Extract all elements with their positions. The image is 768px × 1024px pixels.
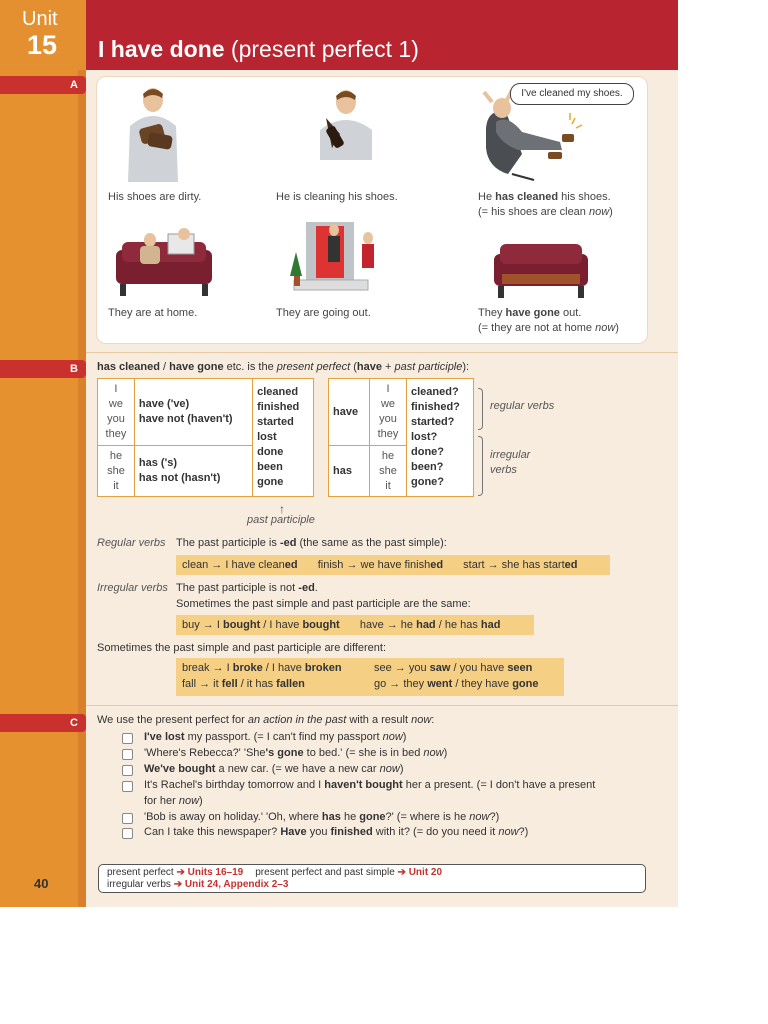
intro-italic: present perfect (276, 361, 351, 373)
reference-link-unit-20[interactable]: ➔ Unit 20 (397, 867, 443, 878)
list-item (122, 778, 595, 794)
title-bold: I have done (98, 36, 225, 62)
item-text: ?' (= where is he (385, 810, 470, 823)
item-text: ?) (518, 826, 529, 839)
example-text: / you have (450, 662, 508, 674)
list-item (122, 825, 595, 841)
item-bold: I've lost (144, 731, 185, 743)
participle: done (257, 446, 284, 458)
rule-text: (the same as the past simple): (296, 537, 447, 549)
intro-text: ): (462, 361, 470, 373)
item-text: a new car. (= we have a new car (215, 762, 380, 775)
participle: started (257, 416, 294, 428)
past-participle-label: past participle (247, 514, 315, 526)
caption-shoes-dirty: His shoes are dirty. (108, 191, 202, 203)
participle: cleaned (257, 386, 299, 398)
auxiliary-form: has ('s) (138, 457, 177, 469)
example-text: finish → we have finish (317, 559, 431, 571)
pronoun: we (108, 398, 123, 410)
auxiliary-cell: has (329, 446, 370, 497)
example-bold: bought (302, 619, 340, 631)
example-line (374, 661, 532, 676)
intro-bold: have (356, 361, 382, 373)
item-text: he (340, 810, 360, 823)
item-italic: now (379, 762, 400, 775)
section-divider (86, 705, 678, 706)
participle-cell (407, 379, 474, 497)
example-text: / it has (237, 678, 277, 690)
participle: started? (411, 416, 455, 428)
pronoun: they (105, 428, 127, 440)
example-bold: broke (232, 662, 263, 674)
reference-line (107, 867, 637, 879)
intro-text: : (431, 714, 435, 726)
example-list (122, 730, 595, 841)
caption-bold: have gone (505, 307, 560, 319)
sidebar (0, 0, 86, 907)
participle: done? (411, 446, 444, 458)
example-bold: ed (430, 559, 444, 571)
caption-text: He (478, 191, 496, 203)
list-item (122, 762, 595, 778)
speech-bubble: I've cleaned my shoes. (510, 83, 634, 105)
irregular-same-examples-band (176, 615, 534, 635)
example-line (182, 677, 305, 692)
example-text: see → you (374, 662, 430, 674)
rule-text: The past participle is not (176, 582, 299, 594)
page-title (98, 36, 419, 63)
intro-text: ( (350, 361, 357, 373)
checkbox-icon (122, 828, 133, 839)
couple-going-out-door-illustration (286, 216, 386, 300)
list-item-continuation (122, 794, 595, 810)
pronoun: I (386, 383, 390, 395)
caption-text: ) (615, 322, 619, 334)
intro-italic: past participle (394, 361, 463, 373)
example-text: / I have (262, 662, 305, 674)
section-c-intro (97, 714, 434, 726)
item-bold: We've bought (144, 762, 216, 775)
reference-line (107, 879, 637, 891)
example-bold: broken (304, 662, 342, 674)
checkbox-icon (122, 813, 133, 824)
caption-text: They (478, 307, 506, 319)
item-bold: has (321, 810, 341, 823)
auxiliary-cell (134, 379, 252, 446)
auxiliary-cell: have (329, 379, 370, 446)
section-divider (86, 352, 678, 353)
irregular-different-examples-band (176, 658, 564, 696)
arrow-up-icon: ↑ (279, 502, 285, 516)
section-tab-c: C (0, 714, 86, 732)
pronoun: he (381, 449, 395, 462)
example-bold: seen (507, 662, 533, 674)
item-italic: now (382, 731, 403, 743)
man-cleaning-shoes-illustration (302, 88, 382, 182)
pronoun-cell (98, 379, 135, 446)
item-text: 'Bob is away on holiday.' 'Oh, where (144, 810, 322, 823)
intro-text: + (381, 361, 395, 373)
checkbox-icon (122, 781, 133, 792)
item-bold: gone (359, 810, 386, 823)
item-bold: Have (280, 826, 307, 839)
item-bold: finished (330, 826, 373, 839)
checkbox-icon (122, 749, 133, 760)
reference-text: irregular verbs (107, 879, 174, 890)
item-text: Can I take this newspaper? (144, 826, 281, 839)
item-text: ) (199, 794, 203, 807)
pronoun: they (377, 428, 399, 440)
example-text: / I have (260, 619, 303, 631)
example-line (374, 677, 538, 692)
pronoun: it (385, 479, 391, 492)
page-number: 40 (34, 876, 49, 891)
example-text: have → he (359, 619, 417, 631)
example-bold: had (480, 619, 501, 631)
brace-icon (478, 436, 483, 496)
item-text: with it? (= do you need it (372, 826, 499, 839)
caption-have-gone (478, 306, 619, 336)
rule-text: The past participle is (176, 537, 280, 549)
pronoun: you (107, 413, 125, 425)
pronoun: you (379, 413, 397, 425)
unit-label: Unit (22, 8, 58, 30)
item-text: to bed.' (= she is in bed (303, 746, 424, 759)
checkbox-icon (122, 765, 133, 776)
section-b-intro (97, 361, 469, 373)
intro-text: etc. is the (223, 361, 277, 373)
sidebar-edge (78, 0, 86, 907)
list-item (122, 746, 595, 762)
pronoun: I (114, 383, 118, 395)
example-bold: went (427, 678, 453, 690)
reference-text: present perfect and past simple (255, 867, 398, 878)
section-tab-a: A (0, 76, 86, 94)
regular-examples-band (176, 555, 610, 575)
caption-cleaning-shoes: He is cleaning his shoes. (276, 191, 398, 203)
reference-text: present perfect (107, 867, 177, 878)
item-italic: now (469, 810, 490, 823)
irregular-verbs-rule (176, 582, 318, 594)
auxiliary-form: have ('ve) (138, 398, 190, 410)
example-bold: fallen (276, 678, 305, 690)
example-text: buy → I (182, 619, 223, 631)
item-bold: 's gone (265, 746, 304, 759)
caption-has-cleaned (478, 190, 613, 220)
brace-icon (478, 388, 483, 430)
irregular-same-rule: Sometimes the past simple and past participle are the same: (176, 598, 471, 610)
intro-italic: an action in the past (247, 714, 347, 726)
participle: gone? (411, 476, 444, 488)
pronoun: she (379, 464, 397, 477)
pronoun: we (380, 398, 396, 410)
pronoun: it (113, 479, 119, 492)
rule-bold: -ed (279, 537, 297, 549)
example-bold: had (416, 619, 436, 631)
caption-text: out. (559, 307, 582, 319)
participle: lost? (411, 431, 438, 443)
regular-verbs-heading: Regular verbs (97, 537, 166, 549)
example-bold: ed (284, 559, 298, 571)
unit-box (0, 0, 86, 70)
question-table (328, 378, 474, 497)
caption-going-out: They are going out. (276, 307, 371, 319)
irregular-verbs-heading: Irregular verbs (97, 582, 168, 594)
section-tab-b: B (0, 360, 86, 378)
example-text: start → she has start (463, 559, 565, 571)
auxiliary-form: have not (haven't) (138, 413, 233, 425)
item-text: ?) (489, 810, 500, 823)
rule-bold: -ed (298, 582, 315, 594)
caption-bold: has cleaned (495, 191, 559, 203)
unit-number: 15 (27, 30, 58, 60)
caption-italic: now (588, 206, 610, 218)
item-text: ) (402, 731, 407, 743)
intro-italic: now (411, 714, 432, 726)
item-text: ) (443, 746, 448, 759)
example-text: clean → I have clean (182, 559, 285, 571)
intro-bold: has cleaned (97, 361, 160, 373)
title-rest: (present perfect 1) (224, 36, 419, 62)
caption-text: (= his shoes are clean (478, 206, 589, 218)
intro-bold: have gone (169, 361, 224, 373)
regular-verbs-rule (176, 537, 447, 549)
participle: gone (257, 476, 284, 488)
page-header (86, 0, 678, 70)
list-item (122, 810, 595, 826)
regular-verbs-label: regular verbs (490, 400, 555, 412)
participle: finished (257, 401, 300, 413)
example-bold: ed (564, 559, 578, 571)
item-text: 'Where's Rebecca?' 'She (144, 746, 266, 759)
item-bold: haven't bought (324, 778, 403, 791)
item-text: my passport. (= I can't find my passport (184, 731, 383, 743)
item-text: ) (399, 762, 404, 775)
pronoun-cell (370, 446, 407, 497)
intro-text: We use the present perfect for (97, 714, 248, 726)
example-bold: saw (429, 662, 451, 674)
auxiliary-cell (134, 446, 252, 497)
pronoun-cell (370, 379, 407, 446)
example-bold: fell (221, 678, 238, 690)
caption-at-home: They are at home. (108, 307, 198, 319)
pronoun: she (107, 464, 125, 477)
item-italic: now (498, 826, 519, 839)
example-bold: bought (222, 619, 261, 631)
pronoun-cell (98, 446, 135, 497)
caption-text: ) (609, 206, 613, 218)
list-item (122, 730, 595, 746)
irregular-different-rule: Sometimes the past simple and past participle are different: (97, 642, 387, 654)
participle: lost (257, 431, 277, 443)
item-italic: now (423, 746, 444, 759)
empty-sofa-illustration (492, 240, 590, 300)
cross-reference-box (98, 864, 646, 893)
participle-cell (253, 379, 314, 497)
example-text: break → I (182, 662, 233, 674)
example-text: fall → it (182, 678, 222, 690)
participle: been (257, 461, 283, 473)
participle: cleaned? (411, 386, 459, 398)
item-text: for her (144, 794, 179, 807)
example-text: go → they (374, 678, 428, 690)
example-text: / they have (452, 678, 513, 690)
participle: finished? (411, 401, 460, 413)
example-line (182, 661, 342, 676)
checkbox-icon (122, 733, 133, 744)
participle: been? (411, 461, 444, 473)
caption-italic: now (595, 322, 616, 334)
item-text: It's Rachel's birthday tomorrow and I (144, 778, 325, 791)
irregular-verbs-label: irregular (490, 449, 531, 461)
reference-link-units-16-19[interactable]: ➔ Units 16–19 (176, 867, 244, 878)
caption-text: his shoes. (558, 191, 611, 203)
item-text: you (306, 826, 331, 839)
couple-at-home-on-sofa-illustration (114, 228, 214, 298)
item-italic: now (178, 794, 200, 807)
reference-link-unit-24[interactable]: ➔ Unit 24, Appendix 2–3 (173, 879, 289, 890)
intro-text: / (159, 361, 170, 373)
irregular-verbs-label: verbs (490, 464, 517, 476)
intro-text: with a result (346, 714, 412, 726)
example-bold: gone (512, 678, 539, 690)
caption-text: (= they are not at home (478, 322, 596, 334)
pronoun: he (109, 449, 123, 462)
example-text: / he has (435, 619, 481, 631)
affirmative-negative-table (97, 378, 314, 497)
auxiliary-form: has not (hasn't) (138, 472, 221, 484)
rule-text: . (314, 582, 318, 594)
item-text: her a present. (= I don't have a present (402, 778, 596, 791)
man-holding-dirty-shoes-illustration (112, 86, 192, 182)
